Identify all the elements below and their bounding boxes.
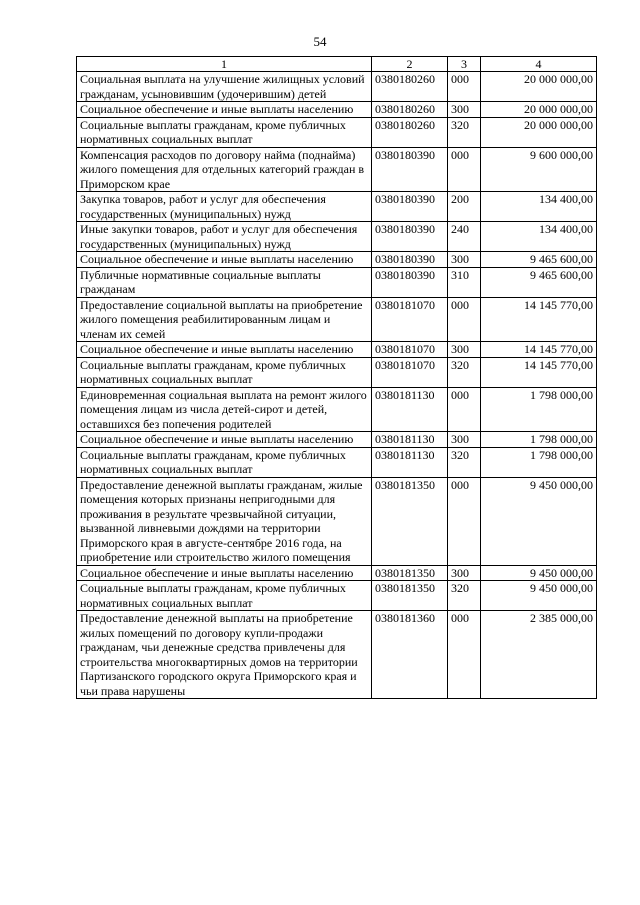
row-amount: 1 798 000,00 [481, 432, 597, 448]
table-header-row [77, 57, 597, 72]
row-expense-type: 000 [448, 611, 481, 699]
row-expense-type: 300 [448, 252, 481, 268]
row-expense-type: 320 [448, 581, 481, 611]
row-amount: 9 465 600,00 [481, 252, 597, 268]
row-amount: 1 798 000,00 [481, 387, 597, 432]
row-amount: 20 000 000,00 [481, 102, 597, 118]
budget-table [76, 56, 597, 699]
row-target-article: 0380181130 [372, 447, 448, 477]
row-expense-type: 200 [448, 192, 481, 222]
row-name: Иные закупки товаров, работ и услуг для обеспечения государственных (муниципальных) нужд [77, 222, 372, 252]
row-target-article: 0380181350 [372, 581, 448, 611]
row-target-article: 0380180390 [372, 252, 448, 268]
column-header-amount: 4 [481, 57, 597, 72]
row-target-article: 0380181130 [372, 432, 448, 448]
row-name: Компенсация расходов по договору найма (поднайма) жилого помещения для отдельных категорий граждан в Приморском крае [77, 147, 372, 192]
row-target-article: 0380181360 [372, 611, 448, 699]
row-expense-type: 300 [448, 432, 481, 448]
column-header-name: 1 [77, 57, 372, 72]
row-name: Публичные нормативные социальные выплаты гражданам [77, 267, 372, 297]
row-target-article: 0380181350 [372, 477, 448, 565]
table-row [77, 447, 597, 477]
row-amount: 9 465 600,00 [481, 267, 597, 297]
row-name: Социальная выплата на улучшение жилищных условий гражданам, усыновившим (удочерившим) детей [77, 72, 372, 102]
row-target-article: 0380181070 [372, 357, 448, 387]
row-expense-type: 000 [448, 297, 481, 342]
row-name: Единовременная социальная выплата на ремонт жилого помещения лицам из числа детей-сирот и детей, оставшихся без попечения родителей [77, 387, 372, 432]
column-header-target-article: 2 [372, 57, 448, 72]
row-name: Социальные выплаты гражданам, кроме публичных нормативных социальных выплат [77, 447, 372, 477]
table-row [77, 267, 597, 297]
row-name: Социальное обеспечение и иные выплаты населению [77, 565, 372, 581]
row-name: Социальные выплаты гражданам, кроме публичных нормативных социальных выплат [77, 117, 372, 147]
row-expense-type: 320 [448, 447, 481, 477]
table-row [77, 192, 597, 222]
row-amount: 2 385 000,00 [481, 611, 597, 699]
row-amount: 20 000 000,00 [481, 72, 597, 102]
row-expense-type: 300 [448, 102, 481, 118]
row-expense-type: 310 [448, 267, 481, 297]
table-row [77, 611, 597, 699]
row-expense-type: 320 [448, 357, 481, 387]
table-row [77, 477, 597, 565]
row-name: Предоставление денежной выплаты гражданам, жилые помещения которых признаны непригодными для проживания в результате чрезвычайной ситуации, вызванной ливневыми дождями на территории Приморского края в августе-сентябре 2016 года, на приобретение или строительство жилого помещения [77, 477, 372, 565]
table-row [77, 342, 597, 358]
row-name: Социальные выплаты гражданам, кроме публичных нормативных социальных выплат [77, 581, 372, 611]
row-expense-type: 000 [448, 147, 481, 192]
table-row [77, 357, 597, 387]
row-amount: 14 145 770,00 [481, 357, 597, 387]
row-expense-type: 000 [448, 477, 481, 565]
row-name: Социальное обеспечение и иные выплаты населению [77, 432, 372, 448]
row-target-article: 0380180260 [372, 102, 448, 118]
table-row [77, 102, 597, 118]
row-name: Закупка товаров, работ и услуг для обеспечения государственных (муниципальных) нужд [77, 192, 372, 222]
row-name: Предоставление денежной выплаты на приобретение жилых помещений по договору купли-продажи гражданам, чьи денежные средства привлечены для строительства многоквартирных домов на территории Партизанского городского округа Приморского края и чьи права нарушены [77, 611, 372, 699]
table-row [77, 147, 597, 192]
row-amount: 134 400,00 [481, 222, 597, 252]
table-row [77, 72, 597, 102]
row-expense-type: 000 [448, 72, 481, 102]
row-expense-type: 000 [448, 387, 481, 432]
row-amount: 9 450 000,00 [481, 581, 597, 611]
row-amount: 20 000 000,00 [481, 117, 597, 147]
table-row [77, 565, 597, 581]
row-target-article: 0380181130 [372, 387, 448, 432]
row-target-article: 0380180390 [372, 147, 448, 192]
row-expense-type: 240 [448, 222, 481, 252]
row-name: Социальное обеспечение и иные выплаты населению [77, 342, 372, 358]
row-amount: 1 798 000,00 [481, 447, 597, 477]
table-row [77, 117, 597, 147]
table-row [77, 387, 597, 432]
row-target-article: 0380181350 [372, 565, 448, 581]
row-target-article: 0380180390 [372, 222, 448, 252]
table-row [77, 222, 597, 252]
row-expense-type: 300 [448, 342, 481, 358]
row-amount: 14 145 770,00 [481, 297, 597, 342]
row-target-article: 0380180390 [372, 267, 448, 297]
page-number: 54 [313, 34, 327, 49]
row-name: Предоставление социальной выплаты на приобретение жилого помещения реабилитированным лицам и членам их семей [77, 297, 372, 342]
row-target-article: 0380181070 [372, 342, 448, 358]
row-amount: 9 450 000,00 [481, 477, 597, 565]
table-row [77, 252, 597, 268]
row-amount: 134 400,00 [481, 192, 597, 222]
row-expense-type: 300 [448, 565, 481, 581]
row-expense-type: 320 [448, 117, 481, 147]
row-amount: 9 600 000,00 [481, 147, 597, 192]
row-name: Социальное обеспечение и иные выплаты населению [77, 252, 372, 268]
table-row [77, 297, 597, 342]
row-target-article: 0380180260 [372, 72, 448, 102]
row-name: Социальное обеспечение и иные выплаты населению [77, 102, 372, 118]
row-target-article: 0380180390 [372, 192, 448, 222]
row-target-article: 0380181070 [372, 297, 448, 342]
column-header-expense-type: 3 [448, 57, 481, 72]
table-row [77, 581, 597, 611]
row-amount: 9 450 000,00 [481, 565, 597, 581]
row-amount: 14 145 770,00 [481, 342, 597, 358]
table-row [77, 432, 597, 448]
row-name: Социальные выплаты гражданам, кроме публичных нормативных социальных выплат [77, 357, 372, 387]
row-target-article: 0380180260 [372, 117, 448, 147]
